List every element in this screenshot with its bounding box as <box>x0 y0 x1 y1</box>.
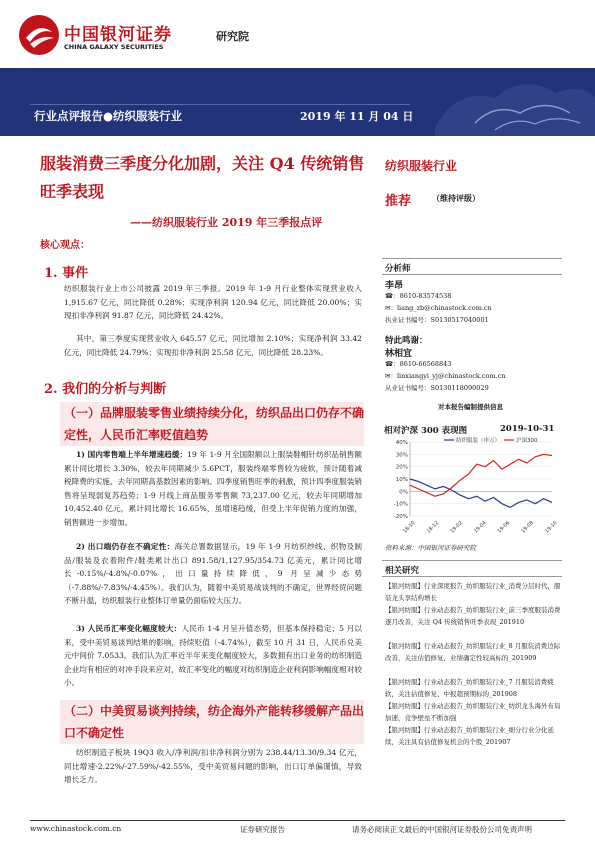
report-type-label: 行业点评报告●纺织服装行业 <box>34 109 183 123</box>
report-banner <box>0 68 595 136</box>
x-tick-label: 19-04 <box>473 520 488 535</box>
legend-label: 沪深300 <box>516 438 538 444</box>
section2-heading: 2. 我们的分析与判断 <box>44 382 167 397</box>
last-paragraph: 纺织制造子板块 19Q3 收入/净利润/扣非净利润分别为 238.44/13.30/9.34 亿元，同比增速-2.22%/-27.59%/-42.55%，受中美贸易问题的影响，出口订单偏谨慎，导致增长乏力。 <box>64 748 362 785</box>
section1-paragraph2: 其中，第三季度实现营业收入 645.57 亿元，同比增加 2.10%；实现净利润 33.42 亿元，同比降低 24.79%；实现扣非净利润 25.58 亿元，同比降低 28.23%。 <box>64 334 362 357</box>
x-tick-label: 19-02 <box>449 520 464 535</box>
analyst2-name: 林相宜 <box>385 349 413 359</box>
x-tick-label: 18-12 <box>425 520 441 535</box>
analyst2-phone: ☎：8610-66568843 <box>385 360 452 368</box>
y-tick-label: -10% <box>393 501 408 508</box>
y-tick-label: 30% <box>395 452 408 459</box>
x-tick-label: 19-10 <box>544 520 559 535</box>
related-item[interactable]: 【银河纺服】行业动态报告_纺织服装行业_7 月服装消费疲软，关注估值修复、中报超预期标的_201908 <box>385 678 554 698</box>
subsection2-header: （二）中美贸易谈判持续，纺企海外产能转移缓解产品出口不确定性 <box>60 700 364 744</box>
footer-url[interactable]: www.chinastock.com.cn <box>30 824 122 833</box>
cloud-decoration-icon <box>395 68 595 136</box>
series-line <box>410 454 552 496</box>
y-tick-label: 40% <box>395 440 408 446</box>
point2-text: 海关总署数据显示，19 年 1-9 月纺织纱线、织物及制品/服装及衣着附件/鞋类累计出口 891.58/1,127.95/354.73 亿美元，累计同比增长-0.15%/-4.8%/-0.07%，出口量持续降低，9 月呈减少态势（-7.88%/-7.83%/-4.45%）。我们认为，随着中美贸易战谈判的不确定，世界经贸问题不断升温，纺织服装行业整体订单量仍面临较大压力。 <box>64 542 362 606</box>
x-tick-label: 18-10 <box>402 520 417 535</box>
x-tick-label: 19-06 <box>496 520 512 535</box>
y-tick-label: 10% <box>395 477 408 483</box>
point2-label: 2) 出口端仍存在不确定性： <box>76 542 175 551</box>
banner-divider <box>30 104 410 105</box>
point1-text: 19 年 1-9 月全国限额以上服装鞋帽针纺织品销售额累计同比增长 3.30%，较去年同期减少 5.6PCT，服装终端零售较为疲软，预计随着减税降费的实施、去年同期高基数因素的影响、四季度销售旺季的刺激，预计四季度服装销售将呈现弱复苏趋势；1-9 月线上商品服务零售额 73,237.00 亿元，较去年同期增加 10,452.40 亿元，累计同比增长 16.65%，虽增速趋缓，但受上半年促销力度的加强，销售额进一步增加。 <box>64 450 362 527</box>
y-tick-label: 20% <box>395 464 408 471</box>
point3-label: 3) 人民币汇率变化幅度较大： <box>76 624 182 633</box>
related-header: 相关研究 <box>385 566 420 576</box>
section1-paragraph1: 纺织服装行业上市公司披露 2019 年三季报。2019 年 1-9 月行业整体实现营业收入 1,915.67 亿元，同比降低 0.28%；实现净利润 120.94 亿元，同比降低 20.00%；实现扣非净利润 91.87 亿元，同比降低 24.42%。 <box>64 284 362 321</box>
performance-chart <box>384 436 560 540</box>
related-item[interactable]: 【银河纺服】行业动态报告_纺织服装行业_8 月服装消费边际改善，关注估值修复，业绩确定性较高标的_201909 <box>385 642 561 662</box>
sidebar-divider <box>382 560 562 561</box>
analyst1-email[interactable]: ✉：liang_zb@chinastock.com.cn <box>385 304 492 312</box>
related-item[interactable]: 【银河纺服】行业深度报告_纺织服装行业_消费分层时代，服装龙头享结构增长 <box>385 582 561 602</box>
legend-label: 纺织服装（申万） <box>456 438 501 444</box>
footer-divider <box>30 820 565 821</box>
report-date: 2019 年 11 月 04 日 <box>300 110 414 123</box>
point1-label: 1) 国内零售端上半年增速趋缓： <box>76 450 188 459</box>
analyst-header: 分析师 <box>385 264 411 274</box>
company-logo <box>18 14 253 58</box>
chart-source: 资料来源：中国银河证券研究院 <box>385 544 476 552</box>
analyst1-cert: 执业证书编号：S0130517040001 <box>385 316 489 324</box>
x-tick-label: 19-08 <box>520 520 535 535</box>
point1-paragraph <box>64 448 362 530</box>
sidebar-note: 对本报告编制提供信息 <box>438 403 503 411</box>
institute-label: 研究院 <box>216 30 249 43</box>
chart-date: 2019-10-31 <box>500 424 555 434</box>
sidebar-divider <box>382 258 562 259</box>
galaxy-logo-icon <box>18 14 60 56</box>
y-tick-label: 0% <box>399 489 408 496</box>
related-item[interactable]: 【银河纺服】行业动态报告_纺织服装行业_前三季度服装消费逐月改善，关注 Q4 传统销售旺季表现_201910 <box>385 606 561 626</box>
section1-heading: 1. 事件 <box>44 266 89 281</box>
sidebar-divider <box>382 274 562 275</box>
sidebar-industry: 纺织服装行业 <box>385 159 458 173</box>
analyst1-phone: ☎：8610-83574538 <box>385 292 452 300</box>
footer-disclaimer: 请务必阅读正文最后的中国银河证券股份公司免责声明 <box>352 825 532 834</box>
core-label: 核心观点： <box>40 240 90 251</box>
contact-header: 特此鸣谢： <box>385 336 428 346</box>
related-item[interactable]: 【银河纺服】行业动态报告_纺织服装行业_纺织龙头海外布局加速，竞争壁垒不断加强 <box>385 702 561 722</box>
analyst2-email[interactable]: ✉：linxiangyi_yj@chinastock.com.cn <box>385 372 506 380</box>
analyst1-name: 李昂 <box>385 281 404 291</box>
report-subtitle: ——纺织服装行业 2019 年三季报点评 <box>130 216 323 229</box>
chart-title: 相对沪深 300 表现图 <box>384 426 468 436</box>
sidebar-rating-note: （维持评级） <box>432 193 480 203</box>
point2-paragraph <box>64 540 362 608</box>
related-item[interactable]: 【银河纺服】行业动态报告_纺织服装行业_细分行业分化延续，关注具有估值修复机会的个股_201907 <box>385 726 554 746</box>
sidebar-rating: 推荐 <box>385 194 412 209</box>
logo-en-text: CHINA GALAXY SECURITIES <box>64 43 164 51</box>
footer-center: 证券研究报告 <box>240 825 285 834</box>
point3-text: 人民币 1-4 月呈升值态势，但基本保持稳定；5 月以来，受中美贸易谈判结果的影响，持续贬值（-4.74%），截至 10 月 31 日，人民币兑美元中间价 7.0533。我们认为汇率近半年来变化幅度较大，多数拥有出口业务的纺织制造企业均有相应的对冲手段来应对，故汇率变化的幅度对纺织制造企业利润影响幅度相对较小。 <box>64 624 362 688</box>
analyst2-cert: 从业证书编号：S0130118090029 <box>385 384 489 392</box>
y-tick-label: -20% <box>393 514 408 520</box>
logo-cn-text: 中国银河证券 <box>64 25 172 45</box>
subsection1-header: （一）品牌服装零售业绩持续分化，纺织品出口仍存不确定性，人民币汇率贬值趋势 <box>60 402 364 446</box>
point3-paragraph <box>64 622 362 690</box>
series-line <box>410 479 552 507</box>
report-title: 服装消费三季度分化加剧，关注 Q4 传统销售旺季表现 <box>40 154 365 201</box>
sidebar-divider <box>382 576 562 577</box>
